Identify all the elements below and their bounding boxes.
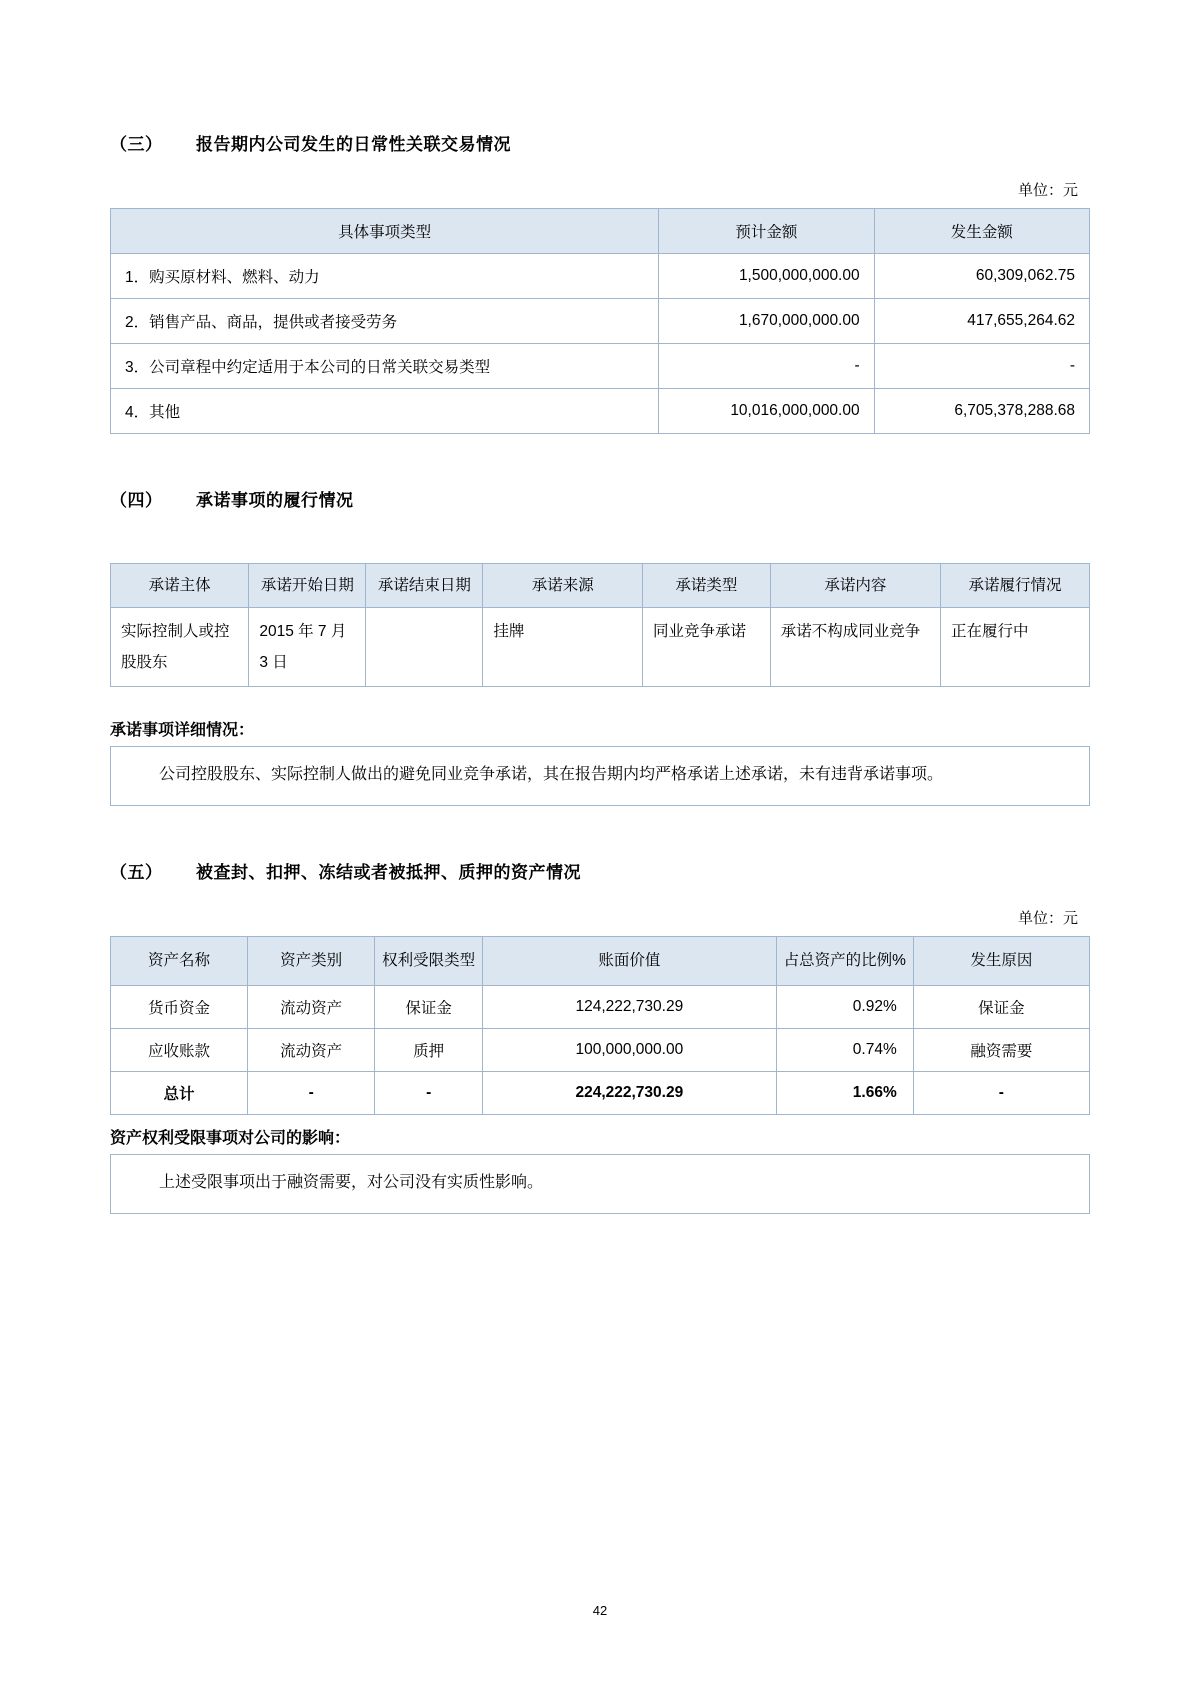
table-row bbox=[111, 299, 1090, 344]
cell-asset-category: - bbox=[248, 1072, 375, 1115]
commitment-detail-label: 承诺事项详细情况： bbox=[110, 722, 255, 740]
table-row bbox=[111, 1029, 1090, 1072]
commitments-table bbox=[110, 563, 1090, 687]
cell-source: 挂牌 bbox=[483, 608, 643, 687]
col-header-asset-name: 资产名称 bbox=[111, 937, 248, 986]
table-row bbox=[111, 389, 1090, 434]
col-header-status: 承诺履行情况 bbox=[940, 564, 1089, 608]
section-number-three: （三） bbox=[110, 135, 163, 154]
restricted-assets-table bbox=[110, 936, 1090, 1115]
cell-end-date bbox=[366, 608, 483, 687]
asset-impact-label: 资产权利受限事项对公司的影响： bbox=[110, 1130, 351, 1148]
col-header-ratio: 占总资产的比例% bbox=[776, 937, 913, 986]
cell-content: 承诺不构成同业竞争 bbox=[770, 608, 940, 687]
cell-actual-amount: 60,309,062.75 bbox=[874, 254, 1089, 299]
col-header-reason: 发生原因 bbox=[913, 937, 1089, 986]
table-row bbox=[111, 344, 1090, 389]
page-number: 42 bbox=[592, 1603, 608, 1618]
cell-ratio: 0.92% bbox=[776, 986, 913, 1029]
cell-start-date: 2015 年 7 月 3 日 bbox=[249, 608, 366, 687]
col-header-type: 承诺类型 bbox=[643, 564, 771, 608]
cell-reason: - bbox=[913, 1072, 1089, 1115]
cell-book-value: 224,222,730.29 bbox=[483, 1072, 777, 1115]
cell-actual-amount: 6,705,378,288.68 bbox=[874, 389, 1089, 434]
cell-actual-amount: 417,655,264.62 bbox=[874, 299, 1089, 344]
section-title-three: 报告期内公司发生的日常性关联交易情况 bbox=[196, 135, 511, 154]
cell-actual-amount: - bbox=[874, 344, 1089, 389]
cell-restriction-type: 质押 bbox=[375, 1029, 483, 1072]
section-number-five: （五） bbox=[110, 863, 163, 883]
col-header-end-date: 承诺结束日期 bbox=[366, 564, 483, 608]
table-header-row bbox=[111, 937, 1090, 986]
cell-asset-category: 流动资产 bbox=[248, 986, 375, 1029]
table-header-row bbox=[111, 209, 1090, 254]
col-header-start-date: 承诺开始日期 bbox=[249, 564, 366, 608]
cell-restriction-type: - bbox=[375, 1072, 483, 1115]
cell-reason: 融资需要 bbox=[913, 1029, 1089, 1072]
cell-reason: 保证金 bbox=[913, 986, 1089, 1029]
cell-status: 正在履行中 bbox=[940, 608, 1089, 687]
col-header-commitment-subject: 承诺主体 bbox=[111, 564, 249, 608]
col-header-source: 承诺来源 bbox=[483, 564, 643, 608]
table-row-total bbox=[111, 1072, 1090, 1115]
cell-ratio: 0.74% bbox=[776, 1029, 913, 1072]
cell-book-value: 124,222,730.29 bbox=[483, 986, 777, 1029]
col-header-asset-category: 资产类别 bbox=[248, 937, 375, 986]
unit-label-three: 单位：元 bbox=[1017, 182, 1078, 199]
section-number-four: （四） bbox=[110, 491, 163, 510]
col-header-restriction-type: 权利受限类型 bbox=[375, 937, 483, 986]
table-row bbox=[111, 254, 1090, 299]
col-header-content: 承诺内容 bbox=[770, 564, 940, 608]
cell-ratio: 1.66% bbox=[776, 1072, 913, 1115]
cell-asset-category: 流动资产 bbox=[248, 1029, 375, 1072]
cell-item-type: 4．其他 bbox=[111, 389, 659, 434]
section-heading-three bbox=[110, 130, 1090, 155]
cell-type: 同业竞争承诺 bbox=[643, 608, 771, 687]
commitment-detail-text: 公司控股股东、实际控制人做出的避免同业竞争承诺，其在报告期内均严格承诺上述承诺，未有违背承诺事项。 bbox=[110, 746, 1090, 806]
col-header-item-type: 具体事项类型 bbox=[111, 209, 659, 254]
cell-item-type: 2．销售产品、商品，提供或者接受劳务 bbox=[111, 299, 659, 344]
table-row bbox=[111, 608, 1090, 687]
col-header-book-value: 账面价值 bbox=[483, 937, 777, 986]
col-header-expected-amount: 预计金额 bbox=[659, 209, 874, 254]
table-header-row bbox=[111, 564, 1090, 608]
cell-expected-amount: - bbox=[659, 344, 874, 389]
asset-impact-text: 上述受限事项出于融资需要，对公司没有实质性影响。 bbox=[110, 1154, 1090, 1214]
unit-label-five: 单位：元 bbox=[1017, 910, 1078, 928]
cell-restriction-type: 保证金 bbox=[375, 986, 483, 1029]
table-row bbox=[111, 986, 1090, 1029]
section-title-four: 承诺事项的履行情况 bbox=[196, 491, 354, 510]
related-transactions-table bbox=[110, 208, 1090, 434]
cell-book-value: 100,000,000.00 bbox=[483, 1029, 777, 1072]
cell-asset-name: 应收账款 bbox=[111, 1029, 248, 1072]
cell-expected-amount: 1,670,000,000.00 bbox=[659, 299, 874, 344]
section-title-five: 被查封、扣押、冻结或者被抵押、质押的资产情况 bbox=[196, 863, 581, 883]
cell-expected-amount: 1,500,000,000.00 bbox=[659, 254, 874, 299]
cell-item-type: 3．公司章程中约定适用于本公司的日常关联交易类型 bbox=[111, 344, 659, 389]
cell-asset-name: 总计 bbox=[111, 1072, 248, 1115]
cell-asset-name: 货币资金 bbox=[111, 986, 248, 1029]
cell-item-type: 1．购买原材料、燃料、动力 bbox=[111, 254, 659, 299]
section-heading-four bbox=[110, 486, 1090, 511]
col-header-actual-amount: 发生金额 bbox=[874, 209, 1089, 254]
cell-expected-amount: 10,016,000,000.00 bbox=[659, 389, 874, 434]
cell-commitment-subject: 实际控制人或控股股东 bbox=[111, 608, 249, 687]
section-heading-five bbox=[110, 858, 1090, 883]
